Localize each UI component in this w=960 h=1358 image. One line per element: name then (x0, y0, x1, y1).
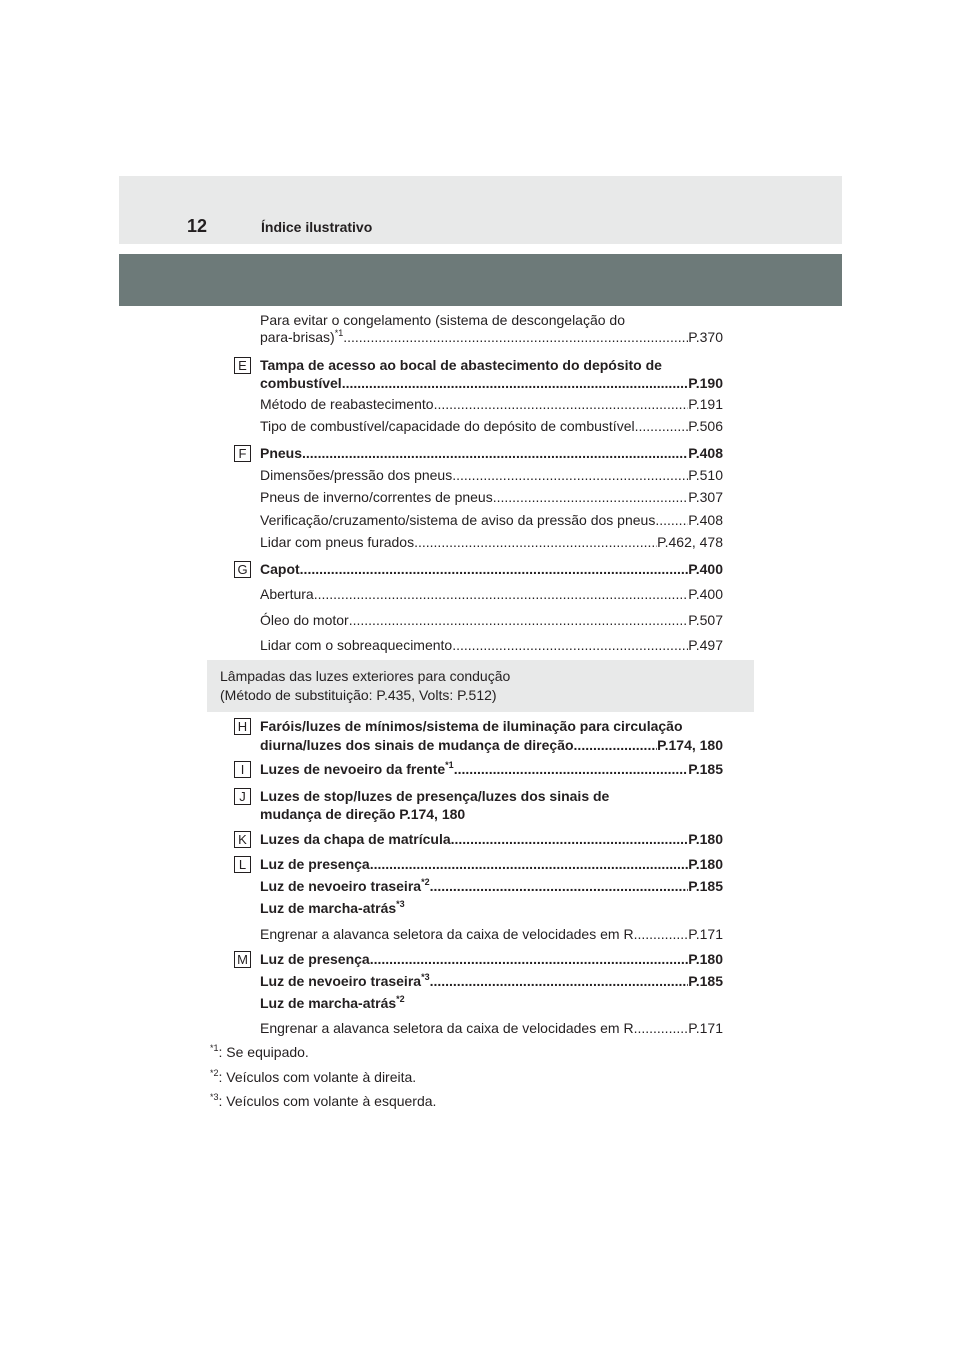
leader-dots (370, 855, 689, 873)
entry-label: Verificação/cruzamento/sistema de aviso da pressão dos pneus (260, 512, 656, 528)
leader-dots (452, 466, 688, 484)
item-letter-e: E (234, 357, 251, 374)
footnote-2: $^{*2}$: Veículos com volante à direita. (210, 1068, 417, 1085)
fuel-type-entry[interactable] (260, 417, 723, 435)
page-ref: P.400 (688, 561, 723, 577)
page-ref: P.370 (688, 329, 723, 345)
page-ref: P.190 (688, 375, 723, 391)
entry-label: Capot (260, 561, 300, 577)
entry-label: Abertura (260, 586, 314, 602)
page-ref: P.180 (688, 951, 723, 967)
item-letter-j: J (234, 788, 251, 805)
entry-label: Engrenar a alavanca seletora da caixa de velocidades em R (260, 1020, 634, 1036)
entry-label: Óleo do motor (260, 612, 349, 628)
page-ref: P.185 (688, 973, 723, 989)
page-ref: P.462, 478 (657, 534, 723, 550)
leader-dots (370, 950, 689, 968)
entry-label: Luz de nevoeiro traseira$^{*3}$ (260, 972, 430, 989)
page-ref: P.180 (688, 856, 723, 872)
entry-label: para-brisas)$^{*1}$ (260, 328, 344, 345)
page-ref: P.497 (688, 637, 723, 653)
item-letter-i: I (234, 761, 251, 778)
leader-dots (451, 830, 689, 848)
item-letter-l: L (234, 856, 251, 873)
page-ref: P.180 (688, 831, 723, 847)
lamps-heading-line2: (Método de substituição: P.435, Volts: P.512) (220, 687, 497, 703)
rear-fog-entry[interactable] (260, 877, 723, 895)
leader-dots (302, 444, 688, 462)
winter-tyres-entry[interactable] (260, 488, 723, 506)
entry-label: Método de reabastecimento (260, 396, 434, 412)
section-title: Índice ilustrativo (261, 219, 373, 235)
leader-dots (635, 417, 689, 435)
entry-label: combustível (260, 375, 342, 391)
entry-label: Pneus de inverno/correntes de pneus (260, 489, 493, 505)
defrost-line: Para evitar o congelamento (sistema de descongelação do (260, 312, 625, 328)
fuel-door-title: Tampa de acesso ao bocal de abastecimento do depósito de (260, 357, 662, 373)
flat-tyre-entry[interactable] (260, 533, 723, 551)
page-ref: P.510 (688, 467, 723, 483)
front-fog-entry[interactable] (260, 760, 723, 778)
tail-light-entry[interactable] (260, 855, 723, 873)
page-ref: P.506 (688, 418, 723, 434)
reverse-gear-entry[interactable] (260, 925, 723, 943)
page-ref: P.171 (688, 926, 723, 942)
footnote-3: $^{*3}$: Veículos com volante à esquerda. (210, 1092, 437, 1109)
page-ref: P.185 (688, 878, 723, 894)
page-ref: P.174, 180 (657, 737, 723, 753)
item-letter-g: G (234, 561, 251, 578)
leader-dots (452, 636, 688, 654)
lamps-heading-line1: Lâmpadas das luzes exteriores para condução (220, 668, 511, 684)
entry-label: Luzes de nevoeiro da frente$^{*1}$ (260, 760, 454, 777)
entry-label: Luz de presença (260, 951, 370, 967)
item-letter-h: H (234, 718, 251, 735)
leader-dots (300, 560, 689, 578)
page-ref: P.307 (688, 489, 723, 505)
stop-lights-line1[interactable]: Luzes de stop/luzes de presença/luzes dos sinais de (260, 788, 610, 804)
fuel-door-entry[interactable] (260, 374, 723, 392)
page-number: 12 (187, 216, 208, 236)
leader-dots (430, 877, 689, 895)
entry-label: Luzes da chapa de matrícula (260, 831, 451, 847)
headlights-entry[interactable] (260, 736, 723, 754)
leader-dots (634, 1019, 689, 1037)
item-letter-k: K (234, 831, 251, 848)
reverse-gear-entry-m[interactable] (260, 1019, 723, 1037)
leader-dots (414, 533, 657, 551)
entry-label: Luz de presença (260, 856, 370, 872)
engine-oil-entry[interactable] (260, 611, 723, 629)
item-letter-m: M (234, 951, 251, 968)
page-ref: P.408 (688, 512, 723, 528)
leader-dots (314, 585, 689, 603)
page-ref: P.191 (688, 396, 723, 412)
page-ref: P.400 (688, 586, 723, 602)
defrost-entry[interactable] (260, 328, 723, 346)
rear-fog-entry-m[interactable] (260, 972, 723, 990)
headlights-title: Faróis/luzes de mínimos/sistema de iluminação para circulação (260, 718, 683, 734)
reverse-light-label[interactable]: Luz de marcha-atrás$^{*3}$ (260, 899, 405, 916)
entry-label: Lidar com o sobreaquecimento (260, 637, 453, 653)
lamps-heading-box (207, 660, 754, 712)
page-ref: P.185 (688, 761, 723, 777)
page-ref: P.507 (688, 612, 723, 628)
hood-opening-entry[interactable] (260, 585, 723, 603)
leader-dots (349, 611, 689, 629)
page-ref: P.408 (688, 445, 723, 461)
leader-dots (574, 736, 658, 754)
entry-label: Engrenar a alavanca seletora da caixa de velocidades em R (260, 926, 634, 942)
leader-dots (454, 760, 689, 778)
entry-label: diurna/luzes dos sinais de mudança de direção (260, 737, 574, 753)
footnote-1: $^{*1}$: Se equipado. (210, 1043, 309, 1060)
overheating-entry[interactable] (260, 636, 723, 654)
tail-light-entry-m[interactable] (260, 950, 723, 968)
leader-dots (493, 488, 689, 506)
entry-label: Lidar com pneus furados (260, 534, 415, 550)
entry-label: Pneus (260, 445, 303, 461)
plate-lights-entry[interactable] (260, 830, 723, 848)
refuel-method-entry[interactable] (260, 395, 723, 413)
stop-lights-line2[interactable]: mudança de direção P.174, 180 (260, 806, 466, 822)
leader-dots (342, 374, 689, 392)
leader-dots (343, 328, 688, 346)
hood-entry[interactable] (260, 560, 723, 578)
leader-dots (430, 972, 689, 990)
reverse-light-label-m[interactable]: Luz de marcha-atrás$^{*2}$ (260, 994, 405, 1011)
leader-dots (655, 511, 688, 529)
entry-label: Tipo de combustível/capacidade do depósito de combustível (260, 418, 635, 434)
entry-label: Luz de nevoeiro traseira$^{*2}$ (260, 877, 430, 894)
item-letter-f: F (234, 445, 251, 462)
leader-dots (434, 395, 689, 413)
tyre-size-entry[interactable] (260, 466, 723, 484)
entry-label: Dimensões/pressão dos pneus (260, 467, 453, 483)
leader-dots (634, 925, 689, 943)
tyre-check-entry[interactable] (260, 511, 723, 529)
page-ref: P.171 (688, 1020, 723, 1036)
tyres-entry[interactable] (260, 444, 723, 462)
